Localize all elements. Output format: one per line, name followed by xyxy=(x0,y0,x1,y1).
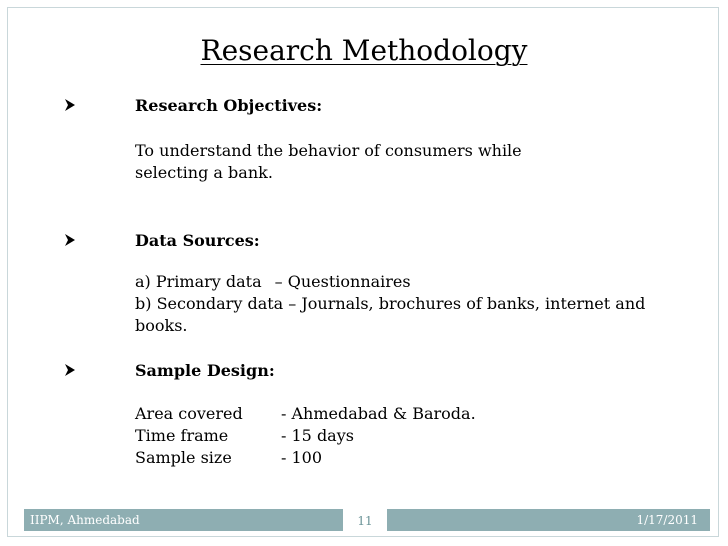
objectives-line-1: To understand the behavior of consumers while xyxy=(135,141,522,160)
sources-line-2: b) Secondary data – Journals, brochures of banks, internet and xyxy=(135,294,646,313)
arrow-bullet-icon xyxy=(62,232,78,248)
sample-row-value: - 15 days xyxy=(281,426,354,445)
sources-line-1 xyxy=(135,271,411,293)
sample-row-label: Sample size xyxy=(135,448,232,467)
primary-data-label: a) Primary data xyxy=(135,272,262,291)
sample-row-value: - Ahmedabad & Baroda. xyxy=(281,404,476,423)
page-number: 11 xyxy=(357,514,373,528)
footer-date: 1/17/2011 xyxy=(636,513,698,527)
sample-row-label: Time frame xyxy=(135,426,229,445)
footer-organization: IIPM, Ahmedabad xyxy=(30,513,140,527)
sources-line-3: books. xyxy=(135,316,188,335)
sources-heading: Data Sources: xyxy=(135,231,260,250)
primary-data-value: – Questionnaires xyxy=(274,272,411,291)
objectives-heading: Research Objectives: xyxy=(135,96,323,115)
objectives-line-2: selecting a bank. xyxy=(135,163,273,182)
arrow-bullet-icon xyxy=(62,362,78,378)
sample-heading: Sample Design: xyxy=(135,361,275,380)
sample-row-label: Area covered xyxy=(135,404,243,423)
page-title: Research Methodology xyxy=(200,34,528,67)
page-number-box xyxy=(343,508,387,534)
sample-row-value: - 100 xyxy=(281,448,323,467)
arrow-bullet-icon xyxy=(62,97,78,113)
